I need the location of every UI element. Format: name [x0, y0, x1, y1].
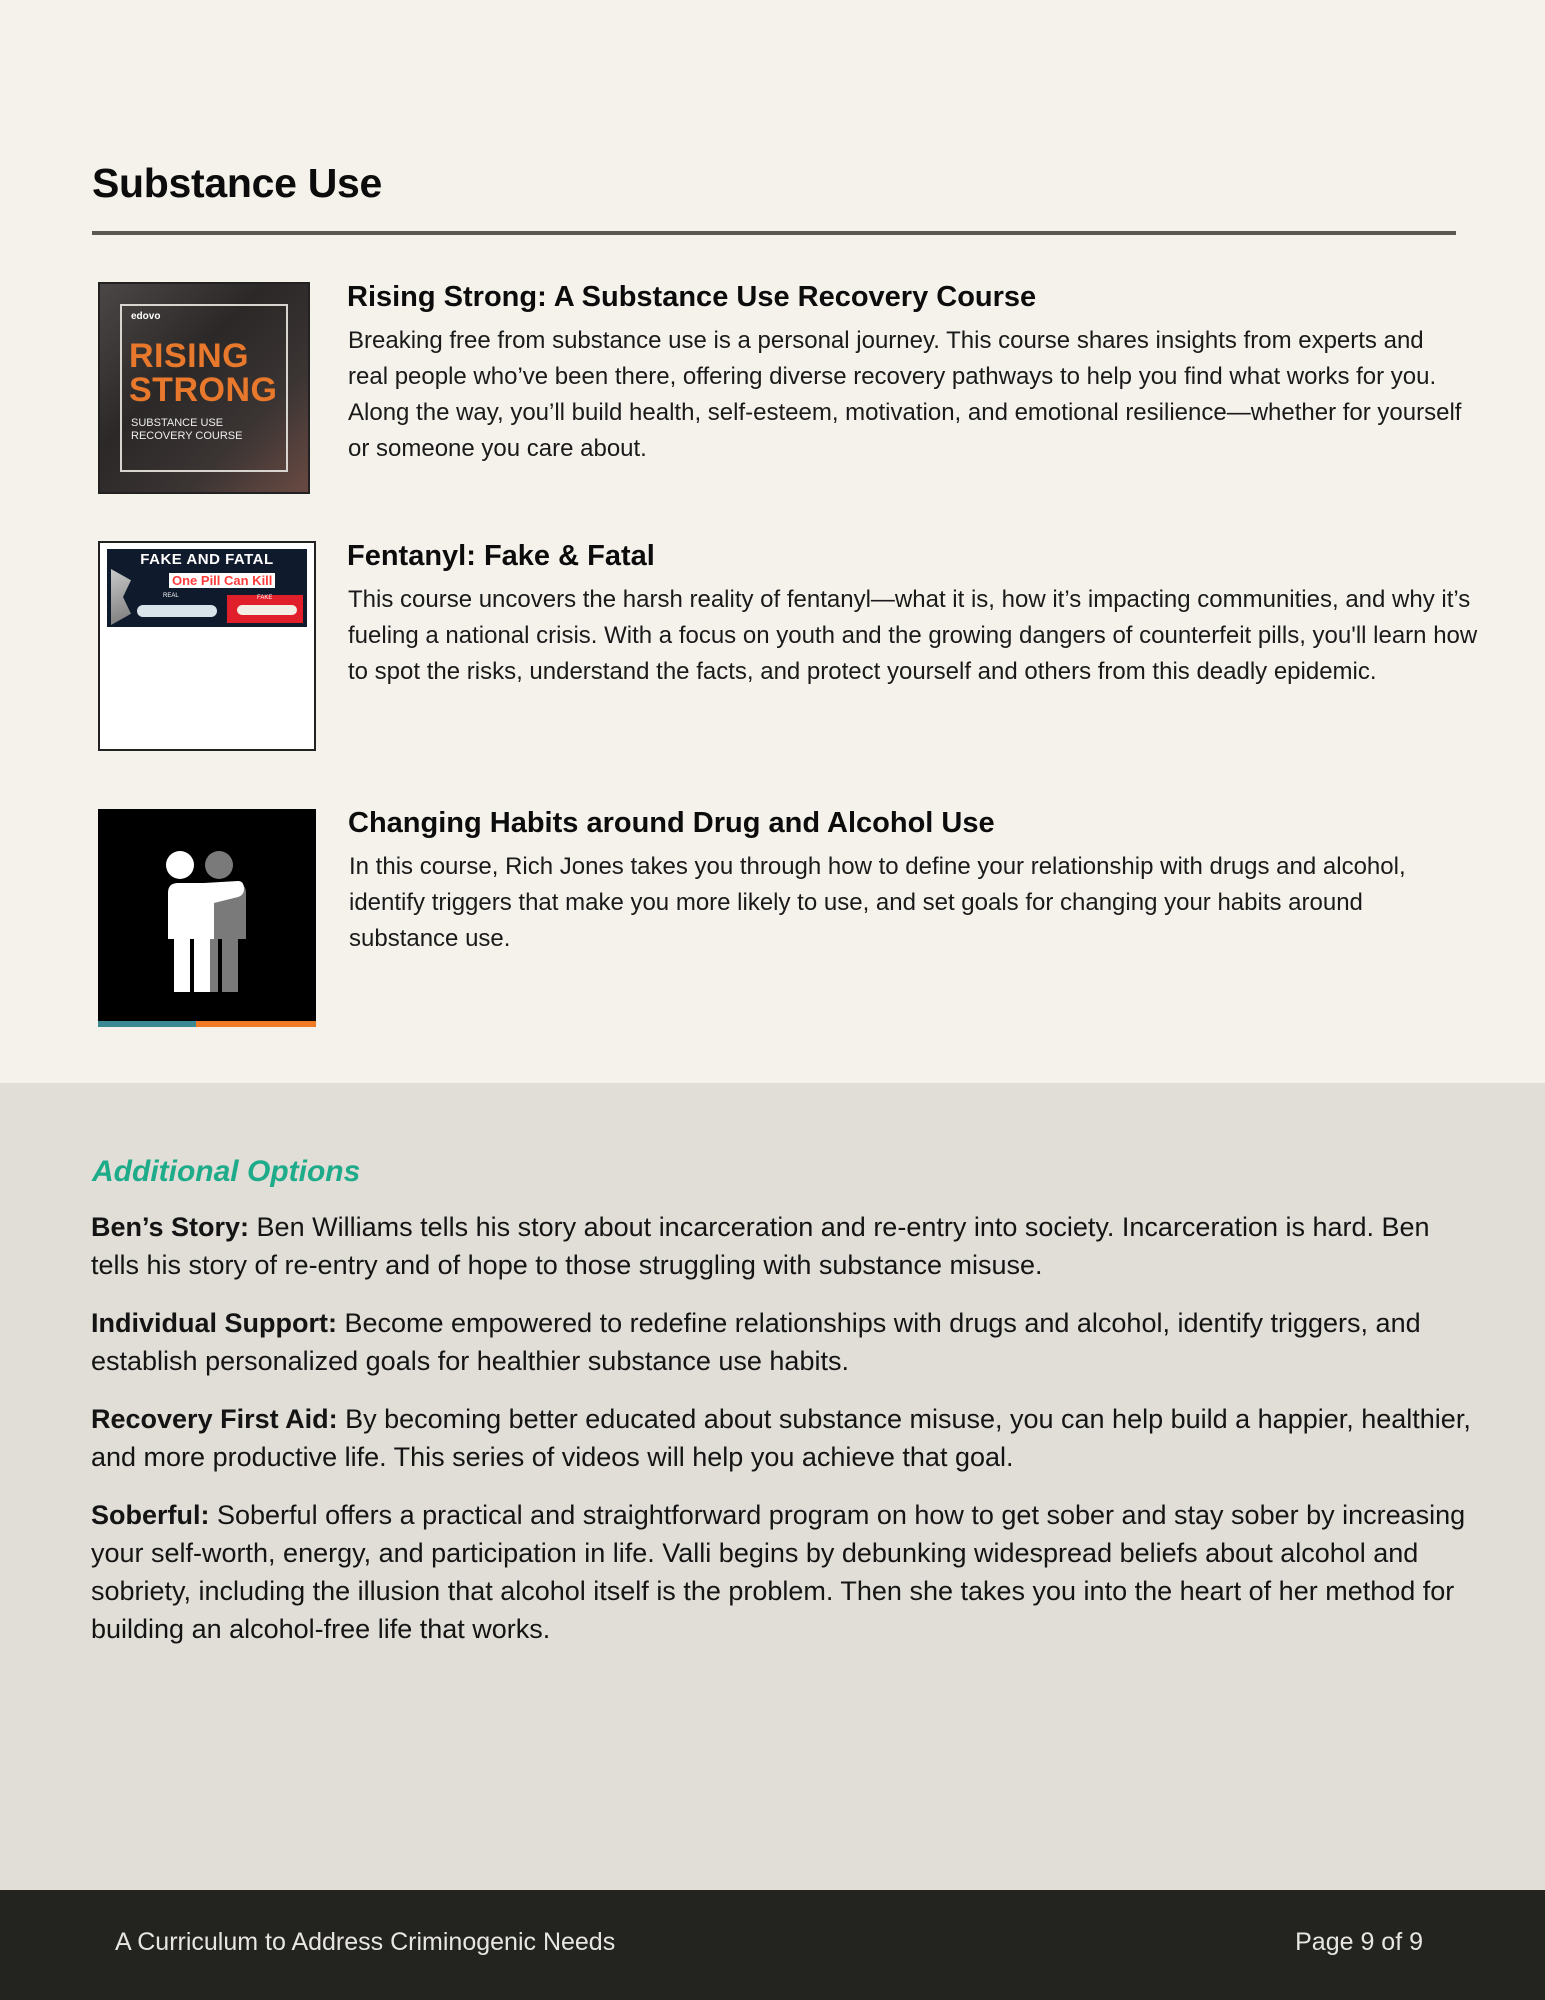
option-label: Ben’s Story: — [91, 1212, 250, 1242]
thumbnail-label-real: REAL — [163, 593, 179, 599]
thumbnail-subtitle-line1: SUBSTANCE USE — [131, 417, 224, 429]
thumbnail-tagline: One Pill Can Kill — [169, 573, 275, 588]
page-title: Substance Use — [92, 160, 383, 206]
course-thumbnail-fentanyl[interactable] — [98, 541, 316, 751]
thumbnail-banner — [107, 549, 307, 627]
thumbnail-label-fake: FAKE — [257, 595, 273, 601]
real-pill-graphic — [137, 605, 217, 617]
option-text: Become empowered to redefine relationships with drugs and alcohol, identify triggers, and establish personalized goals for healthier substance use habits. — [91, 1308, 1421, 1376]
course-title[interactable]: Changing Habits around Drug and Alcohol Use — [348, 807, 995, 839]
footer-document-title: A Curriculum to Address Criminogenic Needs — [115, 1928, 616, 1956]
thumbnail-subtitle — [131, 417, 242, 443]
option-soberful — [91, 1496, 1471, 1648]
thumbnail-subtitle-line2: RECOVERY COURSE — [131, 430, 243, 442]
page-footer — [0, 1890, 1545, 2000]
course-title[interactable]: Rising Strong: A Substance Use Recovery Course — [347, 281, 1037, 313]
footer-page-number: Page 9 of 9 — [1295, 1928, 1423, 1956]
option-label: Recovery First Aid: — [91, 1404, 338, 1434]
option-text: Ben Williams tells his story about incarceration and re-entry into society. Incarceration is hard. Ben tells his story of re-entry and of hope to those struggling with substance misuse. — [91, 1212, 1430, 1280]
accent-bar-teal — [98, 1021, 196, 1027]
cracked-glass-graphic — [111, 569, 131, 625]
course-thumbnail-rising-strong[interactable] — [98, 282, 310, 494]
option-bens-story — [91, 1208, 1471, 1284]
thumbnail-title-line2: STRONG — [129, 371, 278, 409]
course-thumbnail-changing-habits[interactable] — [98, 809, 316, 1027]
option-label: Individual Support: — [91, 1308, 337, 1338]
thumbnail-brand: edovo — [131, 311, 161, 322]
title-divider — [92, 231, 1456, 235]
course-description: This course uncovers the harsh reality of fentanyl—what it is, how it’s impacting communities, and why it’s fueling a national crisis. With a focus on youth and the growing dangers of counterfeit pills, you'll learn how to spot the risks, understand the facts, and protect yourself and others from this deadly epidemic. — [348, 586, 1478, 685]
option-recovery-first-aid — [91, 1400, 1471, 1476]
course-title[interactable]: Fentanyl: Fake & Fatal — [347, 540, 655, 572]
option-label: Soberful: — [91, 1500, 210, 1530]
additional-options-heading: Additional Options — [92, 1155, 361, 1188]
thumbnail-title — [129, 339, 277, 407]
course-description: In this course, Rich Jones takes you through how to define your relationship with drugs and alcohol, identify triggers that make you more likely to use, and set goals for changing your habits around substance use. — [349, 853, 1406, 952]
fake-pill-graphic — [237, 605, 297, 615]
accent-bar-orange — [196, 1021, 316, 1027]
option-text: By becoming better educated about substance misuse, you can help build a happier, healthier, and more productive life. This series of videos will help you achieve that goal. — [91, 1404, 1471, 1472]
thumbnail-title: FAKE AND FATAL — [140, 551, 274, 568]
thumbnail-title-line1: RISING — [129, 337, 250, 375]
option-text: Soberful offers a practical and straightforward program on how to get sober and stay sober by increasing your self-worth, energy, and participation in life. Valli begins by debunking widespread beliefs about alcohol and sobriety, including the illusion that alcohol itself is the problem. Then she takes you into the heart of her method for building an alcohol-free life that works. — [91, 1500, 1466, 1644]
option-individual-support — [91, 1304, 1471, 1380]
course-description: Breaking free from substance use is a personal journey. This course shares insights from experts and real people who’ve been there, offering diverse recovery pathways to help you find what works for you. Along the way, you’ll build health, self-esteem, motivation, and emotional resilience—whether for yourself or someone you care about. — [348, 327, 1462, 462]
two-people-icon — [98, 809, 316, 1027]
additional-options-section — [0, 1083, 1545, 1890]
